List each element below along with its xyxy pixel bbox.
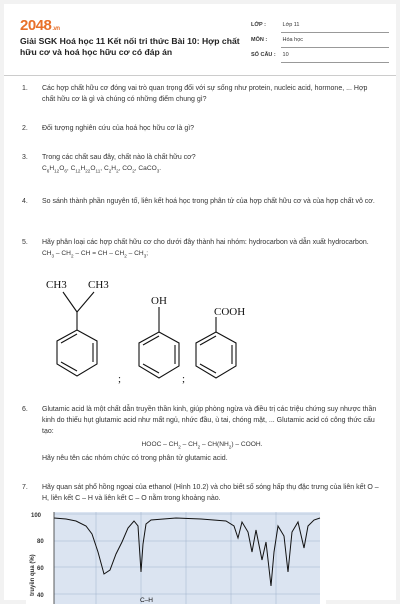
meta-class — [251, 22, 391, 28]
structure-separator: ; — [118, 373, 122, 385]
meta-value: Lớp 11 — [282, 22, 300, 28]
y-axis-label: truyền qua (%) — [30, 554, 36, 596]
q5-formula-line: $CH_3 - CH_2$ – CH = CH – $CH_2 - CH_3$; — [42, 249, 149, 259]
document-title: Giải SGK Hoá học 11 Kết nối tri thức Bài 10: Hợp chất hữu cơ và hoá học hữu cơ có đáp án — [20, 36, 240, 57]
question-2 — [22, 124, 382, 135]
plot-area — [54, 512, 320, 604]
document-page — [4, 4, 396, 604]
meta-subject — [251, 37, 391, 43]
question-6 — [22, 405, 382, 437]
question-text: Glutamic acid là một chất dẫn truyền thần kinh, giúp phòng ngừa và điều trị các triệu chứng suy nhược thần kinh do thiếu hụt glutamic acid như mất ngủ, nhức đầu, ù tai, chóng mặt, ... Glutamic acid có công thức cấu tạo: — [42, 406, 377, 435]
s3-label: COOH — [214, 306, 246, 318]
question-number: 4. — [22, 198, 28, 205]
y-tick-label: 80 — [37, 539, 44, 545]
site-logo[interactable] — [20, 17, 60, 34]
question-7 — [22, 483, 382, 505]
question-text: Trong các chất sau đây, chất nào là chất hữu cơ? — [42, 154, 196, 161]
chemical-structures — [26, 276, 366, 388]
question-4 — [22, 197, 382, 208]
annotation-ch: C–H — [140, 597, 154, 604]
question-number: 1. — [22, 85, 28, 92]
question-text: Đối tượng nghiên cứu của hoá học hữu cơ là gì? — [42, 125, 195, 132]
meta-value: 10 — [282, 52, 289, 58]
logo-text: 2048 — [20, 17, 52, 34]
s1-right-label: CH3 — [88, 279, 109, 291]
question-3 — [22, 153, 382, 177]
meta-value: Hóa học — [282, 37, 304, 43]
question-text: So sánh thành phần nguyên tố, liên kết hoá học trong phân tử của hợp chất hữu cơ và của hợp chất vô cơ. — [42, 198, 375, 205]
q3-substances: $C_6H_{12}O_6$, $C_{12}H_{22}O_{11}$, $C_2H_2$, $CO_2$, CaCO$_3$. — [42, 164, 162, 174]
meta-key: MÔN : — [251, 37, 268, 43]
s1-left-label: CH3 — [46, 279, 67, 291]
question-number: 2. — [22, 125, 28, 132]
meta-key: LỚP : — [251, 22, 266, 28]
header — [4, 4, 396, 72]
structure-separator: ; — [182, 373, 186, 385]
ir-spectrum-chart — [26, 512, 326, 604]
s2-label: OH — [151, 295, 167, 307]
question-text: Các hợp chất hữu cơ đóng vai trò quan trọng đối với sự sống như protein, nucleic acid, hormone, ... Hợp chất hữu cơ là gì và chúng có những điểm chung gì? — [42, 85, 368, 103]
question-1 — [22, 84, 382, 106]
question-text: Hãy phân loại các hợp chất hữu cơ cho dưới đây thành hai nhóm: hydrocarbon và dẫn xuất hydrocarbon. — [42, 239, 369, 246]
question-text: Hãy quan sát phổ hồng ngoại của ethanol (Hình 10.2) và cho biết số sóng hấp thụ đặc trưng của liên kết O – H, liên kết C – H và liên kết C – O nằm trong khoảng nào. — [42, 484, 379, 502]
y-tick-label: 60 — [37, 566, 44, 572]
meta-key: SỐ CÂU : — [251, 52, 276, 58]
q6-followup-row — [22, 454, 382, 465]
q6-formula: HOOC – $CH_2 - CH_2 - CH(NH_2)$ – COOH. — [141, 441, 263, 450]
header-divider — [4, 75, 396, 76]
y-tick-label: 100 — [31, 513, 42, 519]
question-5 — [22, 238, 382, 262]
y-tick-label: 40 — [37, 593, 44, 599]
question-number: 5. — [22, 239, 28, 246]
meta-question-count — [251, 52, 391, 58]
question-number: 6. — [22, 406, 28, 413]
q6-followup: Hãy nêu tên các nhóm chức có trong phân tử glutamic acid. — [42, 455, 228, 462]
question-number: 7. — [22, 484, 28, 491]
logo-suffix: .vn — [52, 26, 60, 32]
question-number: 3. — [22, 154, 28, 161]
q6-formula-row — [22, 440, 382, 453]
